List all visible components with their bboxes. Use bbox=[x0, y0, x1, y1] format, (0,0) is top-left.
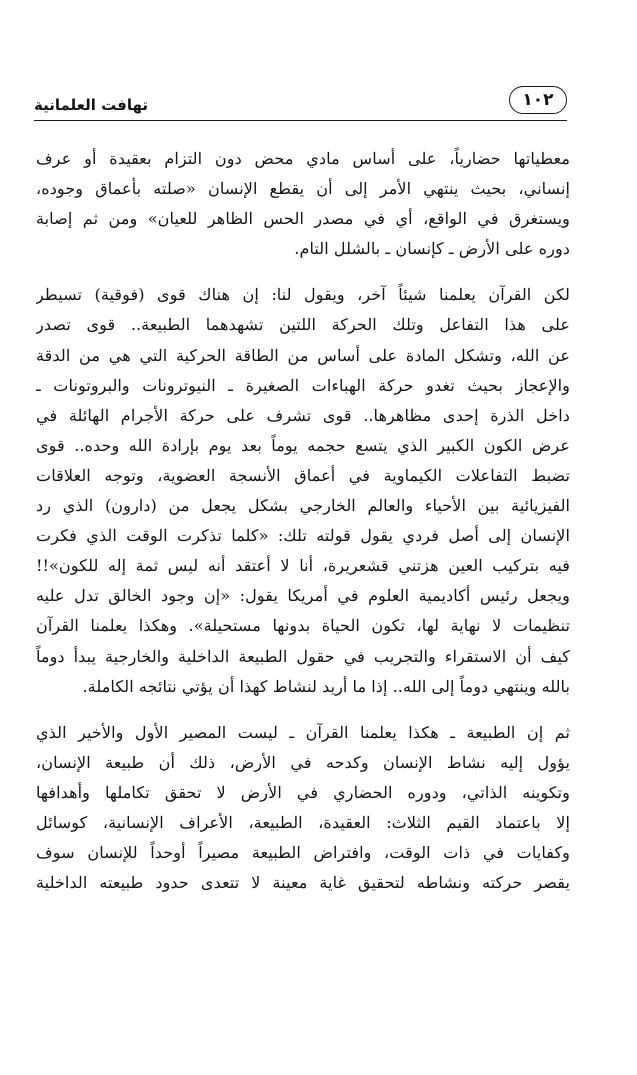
text-line: معطياتها حضارياً، على أساس مادي محض دون التزام بعقيدة أو عرف bbox=[36, 149, 570, 168]
paragraph-2 bbox=[36, 280, 570, 701]
text-line: إلا باعتماد القيم الثلاث: العقيدة، الطبيعة، الأعراف الإنسانية، كوسائل bbox=[36, 812, 570, 832]
text-line: يؤول إليه نشاط الإنسان وكدحه في الأرض، ذلك أن طبيعة الإنسان، bbox=[36, 752, 570, 772]
text-line: وكفايات في ذات الوقت، وافتراض الطبيعة مصيراً أوحداً للإنسان سوف bbox=[36, 843, 570, 863]
paragraph-3 bbox=[36, 718, 570, 899]
text-line: فيه بتركيب العين هزتني قشعريرة، أنا لا أعتقد أنه ليس ثمة إله للكون»!! bbox=[36, 556, 570, 576]
running-title: تهافت العلمانية bbox=[34, 96, 148, 114]
text-line: ويجعل رئيس أكاديمية العلوم في أمريكا يقول: «إن وجود الخالق تدل عليه bbox=[36, 586, 570, 606]
text-line: والإعجاز بحيث تغدو حركة الهباءات الصغيرة ـ النيوترونات والبروتونات ـ bbox=[36, 375, 570, 395]
text-line: عن الله، وتشكل المادة على أساس من الطاقة الحركية التي هي من الدقة bbox=[36, 345, 570, 365]
text-line: داخل الذرة إحدى مظاهرها.. قوى تشرف على حركة الأجرام الهائلة في bbox=[36, 405, 570, 425]
text-line: ثم إن الطبيعة ـ هكذا يعلمنا القرآن ـ ليست المصير الأول والأخير الذي bbox=[36, 722, 570, 742]
text-line: كيف أن الاستقراء والتجريب في حقول الطبيعة الداخلية والخارجية يبدأ دوماً bbox=[36, 646, 570, 666]
body-text bbox=[36, 144, 570, 914]
text-line: ويستغرق في الواقع، أي في مصدر الحس الظاهر للعيان» ومن ثم إصابة bbox=[36, 209, 570, 229]
text-line: دوره على الأرض ـ كإنسان ـ بالشلل التام. bbox=[294, 239, 570, 259]
text-line: وتكوينه الذاتي، ودوره الحضاري في الأرض لا تحقق تكاملها وأهدافها bbox=[36, 782, 570, 802]
paragraph-1 bbox=[36, 144, 570, 264]
text-line: إنساني، بحيث ينتهي الأمر إلى أن يقطع الإنسان «صلته بأعماق وجوده، bbox=[36, 179, 570, 199]
text-line: على هذا التفاعل وتلك الحركة اللتين تشهدهما الطبيعة.. قوى تصدر bbox=[36, 315, 570, 335]
text-line: تنظيمات لا نهاية لها، تكون الحياة بدونها مستحيلة». وهكذا يعلمنا القرآن bbox=[36, 616, 570, 636]
running-header bbox=[34, 86, 567, 121]
text-line: لكن القرآن يعلمنا شيئاً آخر، ويقول لنا: إن هناك قوى (فوقية) تسيطر bbox=[36, 285, 570, 305]
text-line: الفيزيائية بين الأحياء والعالم الخارجي بشكل يجعل من (دارون) الذي رد bbox=[36, 496, 570, 516]
page-number: ١٠٢ bbox=[509, 86, 567, 114]
text-line: عرض الكون الكبير الذي يتسع حجمه يوماً بعد يوم بإرادة الله وحده.. قوى bbox=[36, 435, 570, 455]
text-line: تضبط التفاعلات الكيماوية في أعماق الأنسجة العضوية، وتوجه العلاقات bbox=[36, 465, 570, 485]
text-line: يقصر حركته ونشاطه لتحقيق غاية معينة لا تتعدى حدود طبيعته الداخلية bbox=[36, 873, 570, 893]
text-line: بالله وينتهي دوماً إلى الله.. إذا ما أريد لنشاط كهذا أن يؤتي نتائجه الكاملة. bbox=[82, 676, 570, 696]
text-line: الإنسان إلى أصل فردي يقول قولته تلك: «كلما تذكرت الوقت الذي فكرت bbox=[36, 526, 570, 546]
